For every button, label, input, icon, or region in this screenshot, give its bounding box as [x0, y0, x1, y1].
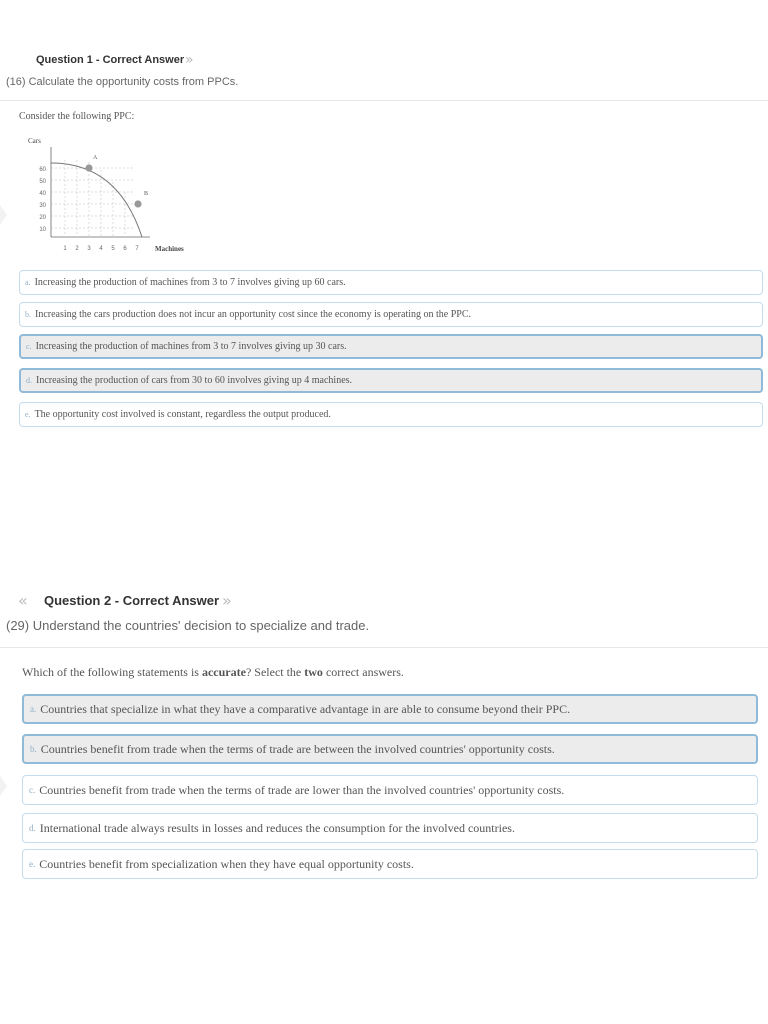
svg-text:1: 1 — [63, 246, 67, 252]
previous-question-icon[interactable]: « — [18, 591, 28, 610]
option-text: Increasing the cars production does not incur an opportunity cost since the economy is operating on the PPC. — [35, 309, 472, 320]
chart-xlabel: Machines — [155, 245, 184, 253]
question-1-description: (16) Calculate the opportunity costs from PPCs. — [6, 76, 239, 88]
svg-text:4: 4 — [99, 246, 103, 252]
question-2-title: Question 2 - Correct Answer — [44, 593, 220, 608]
svg-text:30: 30 — [39, 203, 46, 209]
option-text: Increasing the production of machines from 3 to 7 involves giving up 30 cars. — [35, 341, 347, 352]
option-letter: c. — [29, 785, 36, 795]
question-2-description: (29) Understand the countries' decision to specialize and trade. — [6, 618, 370, 633]
point-a-label: A — [93, 155, 98, 161]
question-2-prompt: Which of the following statements is accurate? Select the two correct answers. — [22, 665, 404, 679]
question-2-option-a[interactable] — [22, 694, 758, 724]
option-text: The opportunity cost involved is constant, regardless the output produced. — [34, 409, 331, 420]
option-letter: a. — [30, 704, 37, 714]
option-letter: b. — [25, 310, 31, 319]
question-2-option-d[interactable] — [22, 813, 758, 843]
option-letter: a. — [25, 278, 31, 287]
option-text: Countries benefit from trade when the terms of trade are lower than the involved countries' opportunity costs. — [39, 782, 565, 797]
point-b-label: B — [144, 191, 149, 197]
ppc-chart-svg — [0, 130, 220, 260]
option-letter: e. — [29, 859, 36, 869]
ppc-chart — [0, 130, 220, 260]
question-2-option-c[interactable] — [22, 775, 758, 805]
option-text: Countries that specialize in what they have a comparative advantage in are able to consume beyond their PPC. — [40, 701, 571, 716]
chart-ylabel: Cars — [28, 137, 41, 145]
next-question-icon[interactable]: » — [222, 591, 232, 610]
option-text: Countries benefit from specialization when they have equal opportunity costs. — [39, 856, 414, 871]
question-1-option-a[interactable] — [19, 270, 763, 295]
question-1-prompt: Consider the following PPC: — [19, 111, 135, 122]
question-1-title: Question 1 - Correct Answer — [36, 54, 185, 66]
svg-text:5: 5 — [111, 246, 115, 252]
ppc-curve — [51, 163, 142, 237]
next-question-icon[interactable]: » — [185, 52, 194, 68]
option-letter: d. — [29, 823, 36, 833]
left-edge-arrow-icon[interactable] — [0, 776, 7, 796]
option-letter: d. — [26, 376, 32, 385]
grid-lines — [51, 160, 135, 237]
question-2-option-e[interactable] — [22, 849, 758, 879]
option-text: Countries benefit from trade when the terms of trade are between the involved countries' opportunity costs. — [40, 741, 555, 756]
svg-text:3: 3 — [87, 246, 91, 252]
x-tick-labels — [63, 246, 139, 252]
svg-text:50: 50 — [39, 179, 46, 185]
svg-text:20: 20 — [39, 215, 46, 221]
question-1-option-c[interactable] — [19, 334, 763, 359]
svg-text:2: 2 — [75, 246, 79, 252]
svg-text:60: 60 — [39, 167, 46, 173]
svg-text:40: 40 — [39, 191, 46, 197]
option-text: International trade always results in losses and reduces the consumption for the involved countries. — [39, 820, 515, 835]
divider — [0, 100, 768, 101]
option-text: Increasing the production of cars from 30 to 60 involves giving up 4 machines. — [36, 375, 353, 386]
point-a-marker — [85, 164, 92, 171]
question-2-option-b[interactable] — [22, 734, 758, 764]
svg-text:6: 6 — [123, 246, 127, 252]
question-1-option-d[interactable] — [19, 368, 763, 393]
option-letter: b. — [30, 744, 37, 754]
divider — [0, 647, 768, 648]
question-1-option-b[interactable] — [19, 302, 763, 327]
y-tick-labels — [39, 167, 46, 233]
svg-text:7: 7 — [135, 246, 139, 252]
point-b-marker — [134, 200, 141, 207]
option-letter: c. — [26, 342, 32, 351]
question-1-option-e[interactable] — [19, 402, 763, 427]
option-text: Increasing the production of machines from 3 to 7 involves giving up 60 cars. — [34, 277, 346, 288]
option-letter: e. — [25, 410, 31, 419]
svg-text:10: 10 — [39, 227, 46, 233]
